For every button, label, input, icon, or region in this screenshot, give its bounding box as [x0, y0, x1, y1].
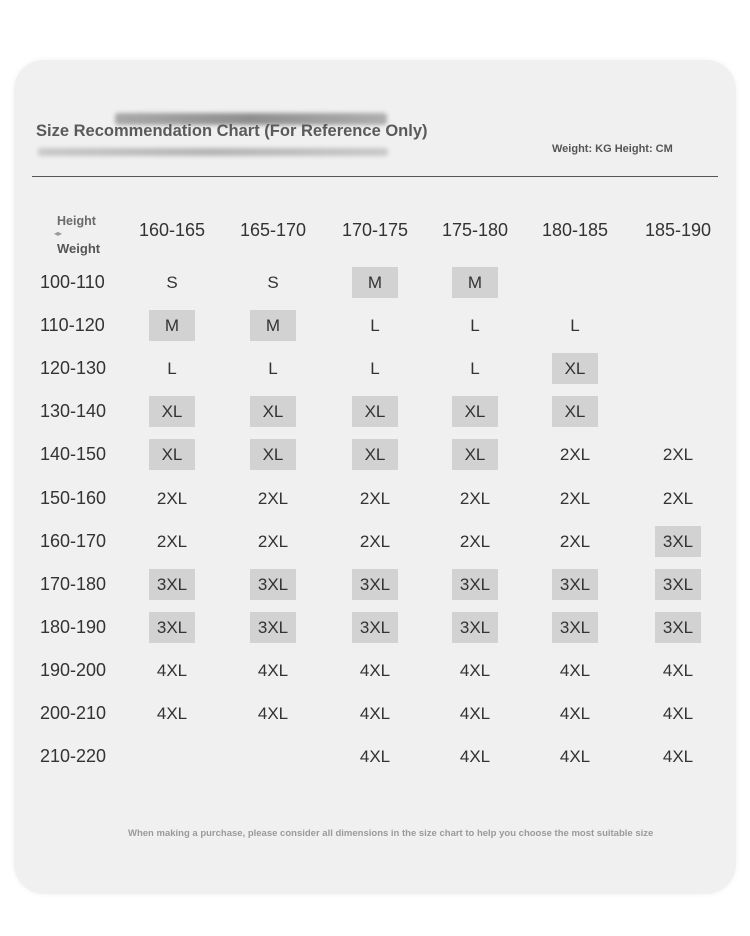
- size-cell: 3XL: [149, 569, 195, 600]
- size-cell: 2XL: [359, 531, 391, 551]
- size-cell: L: [370, 316, 380, 336]
- size-cell: 4XL: [662, 747, 694, 767]
- size-cell: 3XL: [149, 612, 195, 643]
- size-cell: 4XL: [459, 704, 491, 723]
- weight-row-header: 170-180: [40, 573, 107, 594]
- size-cell: XL: [552, 353, 598, 384]
- blurred-text-line: [38, 148, 388, 156]
- size-cell: L: [268, 359, 278, 379]
- size-cell: 3XL: [655, 526, 701, 557]
- size-cell: 2XL: [559, 531, 591, 551]
- height-column-header: 165-170: [239, 220, 307, 240]
- size-cell: 4XL: [662, 660, 694, 680]
- size-cell: 2XL: [459, 488, 491, 508]
- size-cell: 2XL: [359, 488, 391, 508]
- size-cell: 4XL: [559, 660, 591, 680]
- size-cell: XL: [149, 396, 195, 427]
- height-column-header: 170-175: [341, 220, 409, 240]
- size-cell: XL: [149, 439, 195, 470]
- size-cell: 2XL: [257, 531, 289, 551]
- size-cell: XL: [352, 396, 398, 427]
- size-cell: 4XL: [459, 660, 491, 680]
- corner-weight-label: Weight: [57, 241, 101, 256]
- chart-title: Size Recommendation Chart (For Reference Only): [36, 122, 428, 140]
- size-cell: 3XL: [250, 612, 296, 643]
- size-cell: 2XL: [662, 488, 694, 508]
- size-cell: 3XL: [352, 569, 398, 600]
- weight-row-header: 100-110: [40, 272, 105, 292]
- weight-row-header: 150-160: [40, 487, 107, 508]
- height-column-header: 160-165: [138, 220, 206, 240]
- size-cell: 2XL: [459, 531, 491, 551]
- size-cell: 2XL: [559, 445, 591, 465]
- weight-row-header: 140-150: [40, 444, 107, 465]
- size-cell: XL: [250, 396, 296, 427]
- size-cell: S: [166, 273, 178, 292]
- weight-row-header: 130-140: [40, 401, 107, 422]
- size-cell: 3XL: [552, 569, 598, 600]
- size-cell: 3XL: [352, 612, 398, 643]
- size-cell: 4XL: [559, 747, 591, 767]
- size-cell: 3XL: [452, 569, 498, 600]
- weight-row-header: 210-220: [40, 746, 107, 767]
- size-cell: L: [370, 359, 380, 379]
- size-cell: XL: [452, 396, 498, 427]
- size-cell: L: [470, 359, 480, 379]
- size-cell: 4XL: [359, 747, 391, 767]
- size-cell: 4XL: [662, 704, 694, 723]
- size-cell: M: [250, 310, 296, 341]
- size-cell: XL: [552, 396, 598, 427]
- size-cell: 3XL: [655, 569, 701, 600]
- size-cell: XL: [250, 439, 296, 470]
- height-column-header: 185-190: [644, 220, 712, 240]
- size-cell: 3XL: [452, 612, 498, 643]
- units-label: Weight: KG Height: CM: [552, 143, 673, 155]
- header-divider: [32, 176, 718, 177]
- size-cell: 4XL: [156, 660, 188, 680]
- size-cell: 2XL: [156, 488, 188, 508]
- size-cell: 4XL: [257, 704, 289, 723]
- size-cell: 3XL: [250, 569, 296, 600]
- size-cell: M: [149, 310, 195, 341]
- weight-row-header: 160-170: [40, 530, 107, 551]
- size-cell: 4XL: [559, 704, 591, 723]
- size-cell: L: [470, 316, 480, 336]
- footnote: When making a purchase, please consider all dimensions in the size chart to help you choose the most suitable size: [128, 828, 654, 839]
- size-cell: XL: [352, 439, 398, 470]
- size-cell: 2XL: [156, 531, 188, 551]
- corner-height-label: Height: [57, 214, 96, 228]
- weight-row-header: 110-120: [40, 315, 105, 336]
- size-cell: S: [267, 273, 279, 292]
- size-cell: XL: [452, 439, 498, 470]
- size-cell: 3XL: [552, 612, 598, 643]
- height-column-header: 175-180: [441, 220, 509, 240]
- height-column-header: 180-185: [541, 220, 609, 240]
- size-cell: 4XL: [156, 704, 188, 723]
- size-cell: 2XL: [662, 445, 694, 465]
- size-cell: L: [167, 359, 177, 379]
- corner-arrow-icon: ◂▸: [54, 229, 63, 238]
- weight-row-header: 180-190: [40, 616, 107, 637]
- size-cell: 4XL: [257, 660, 289, 680]
- size-cell: M: [452, 267, 498, 298]
- size-cell: L: [570, 316, 580, 336]
- size-cell: 4XL: [359, 704, 391, 723]
- weight-row-header: 190-200: [40, 659, 107, 680]
- weight-row-header: 200-210: [40, 703, 107, 723]
- size-cell: 4XL: [359, 660, 391, 680]
- size-cell: 3XL: [655, 612, 701, 643]
- weight-row-header: 120-130: [40, 358, 107, 379]
- size-cell: 2XL: [257, 488, 289, 508]
- size-cell: 2XL: [559, 488, 591, 508]
- size-cell: 4XL: [459, 747, 491, 767]
- size-cell: M: [352, 267, 398, 298]
